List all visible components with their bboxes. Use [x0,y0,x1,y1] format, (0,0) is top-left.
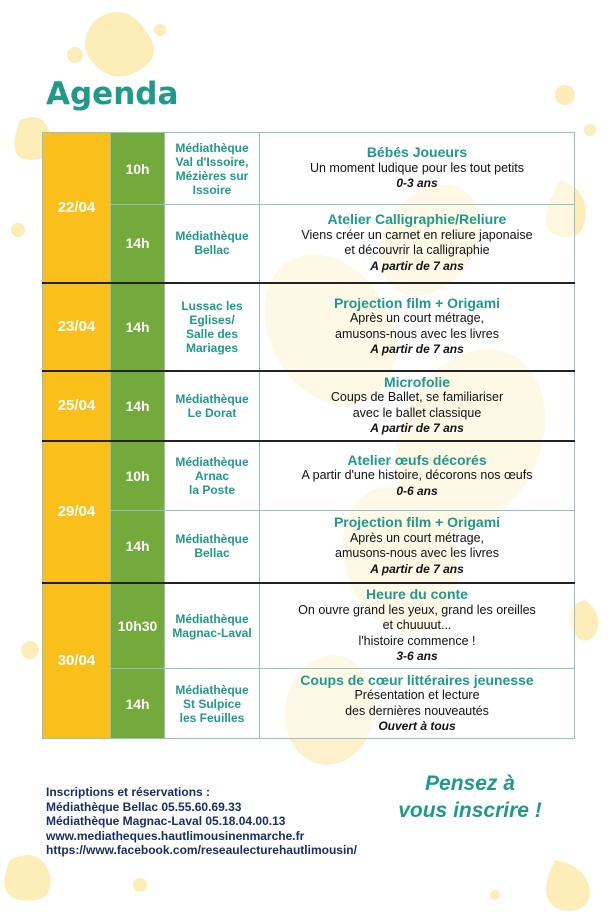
date-cell: 29/04 [43,441,111,583]
location-cell [165,283,260,371]
activity-title: Projection film + Origami [333,294,501,311]
cta-line-1: Pensez à [425,772,515,795]
activity-age: 0-6 ans [396,483,438,498]
activity-cell [260,441,575,511]
activity-title: Atelier œufs décorés [347,451,487,468]
activity-description: Présentation et lecture des dernières nouveautés [345,688,489,718]
activity-description: Viens créer un carnet en reliure japonaise et découvrir la calligraphie [301,227,533,258]
activity-title: Atelier Calligraphie/Reliure [327,211,507,228]
location-cell [165,371,260,441]
location-cell [165,205,260,283]
cta-line-2: vous inscrire ! [398,799,542,822]
info-heading: Inscriptions et réservations : [46,785,211,799]
activity-cell [260,283,575,371]
date-cell: 25/04 [43,371,111,441]
location-text: Médiathèque St Sulpice les Feuilles [175,682,249,725]
date-cell: 30/04 [43,583,111,739]
activity-description: Coups de Ballet, se familiariser avec le ballet classique [330,390,504,420]
activity-age: A partir de 7 ans [370,421,464,435]
activity-title: Heure du conte [366,586,468,602]
agenda-table [42,132,575,739]
location-text: Médiathèque Val d'Issoire, Mézières sur Issoire [175,140,249,197]
info-phone-magnac: Médiathèque Magnac-Laval 05.18.04.00.13 [46,814,286,828]
date-cell: 23/04 [43,283,111,371]
location-cell [165,511,260,583]
activity-age: 3-6 ans [396,649,438,663]
activity-cell [260,583,575,669]
location-text: Médiathèque Bellac [175,532,249,561]
activity-title: Microfolie [383,373,451,390]
location-text: Médiathèque Magnac-Laval [172,611,252,640]
page-title: Agenda [46,76,179,112]
time-cell: 14h [111,669,165,739]
time-cell: 14h [111,511,165,583]
activity-age: A partir de 7 ans [370,342,464,356]
activity-title: Bébés Joueurs [366,144,468,161]
location-cell [165,669,260,739]
time-cell: 14h [111,371,165,441]
time-cell: 10h [111,441,165,511]
time-cell: 14h [111,283,165,371]
activity-age: Ouvert à tous [378,719,456,733]
facebook-link[interactable]: https://www.facebook.com/reseaulecturehautlimousin/ [46,843,357,857]
activity-title: Projection film + Origami [333,514,501,531]
location-text: Médiathèque Bellac [175,229,249,258]
location-cell [165,441,260,511]
time-cell: 10h30 [111,583,165,669]
activity-description: A partir d'une histoire, décorons nos œufs [301,468,533,482]
activity-cell [260,669,575,739]
activity-title: Coups de cœur littéraires jeunesse [300,671,534,688]
location-text: Médiathèque Arnac la Poste [175,454,249,497]
activity-age: 0-3 ans [396,176,438,191]
call-to-action [370,770,570,824]
activity-description: On ouvre grand les yeux, grand les oreilles et chuuuut... l'histoire commence ! [298,602,536,648]
time-cell: 10h [111,133,165,205]
date-cell: 22/04 [43,133,111,283]
time-cell: 14h [111,205,165,283]
website-link[interactable]: www.mediatheques.hautlimousinenmarche.fr [46,828,305,843]
activity-cell [260,133,575,205]
info-phone-bellac: Médiathèque Bellac 05.55.60.69.33 [46,799,242,814]
location-text: Médiathèque Le Dorat [175,391,249,420]
activity-description: Après un court métrage, amusons-nous avec les livres [335,530,499,561]
activity-description: Après un court métrage, amusons-nous avec les livres [335,311,499,341]
activity-cell [260,371,575,441]
contact-info [46,785,357,858]
activity-description: Un moment ludique pour les tout petits [309,160,524,175]
activity-age: A partir de 7 ans [370,561,464,576]
activity-age: A partir de 7 ans [370,258,464,273]
activity-cell [260,205,575,283]
activity-cell [260,511,575,583]
location-cell [165,583,260,669]
location-cell [165,133,260,205]
location-text: Lussac les Eglises/ Salle des Mariages [181,298,243,355]
